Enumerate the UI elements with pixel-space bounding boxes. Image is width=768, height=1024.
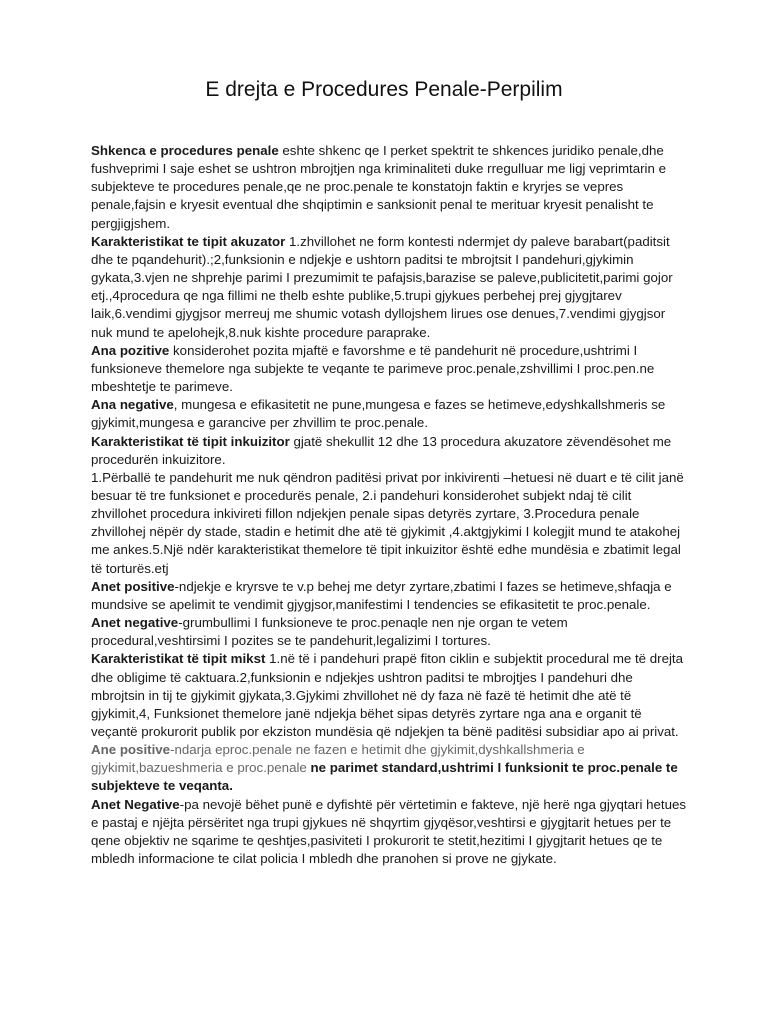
paragraph-lead: Shkenca e procedures penale	[91, 143, 279, 158]
paragraph-soft-text: -ndarja eproc.penale ne fazen e hetimit dhe gjykimit,dyshkallshmeria e gjykimit,bazueshmeria e proc.penale	[91, 742, 585, 776]
paragraph-lead: Anet positive	[91, 578, 175, 594]
paragraph-anet-positive	[91, 578, 687, 614]
paragraph-text: -pa nevojë bëhet punë e dyfishtë për vërtetimin e fakteve, një herë nga gjyqtari hetues e pastaj e njëjta përsëritet nga trupi gjykues në shqyrtim gjyqësor,veshtirsi e gjygjtarit hetues per te qene objektiv ne sqarime te qeshtjes,pasiviteti I prokurorit te stetit,hezitimi I gjygjtarit hetues qe te mbledh informacione te cilat policia I mbledh dhe pranohen si prove ne gjykate.	[91, 796, 687, 867]
paragraph-text: , mungesa e efikasitetit ne pune,mungesa e fazes se hetimeve,edyshkallshmeris se gjykimit,mungesa e garancive per zhvillim te proc.penale.	[91, 397, 666, 431]
paragraph-lead: Ane positive	[91, 742, 171, 758]
paragraph-mikst	[91, 650, 687, 741]
paragraph-ana-pozitive	[91, 342, 687, 396]
paragraph-text: ne parimet standard,ushtrimi I funksionit te proc.penale te subjekteve te veqanta.	[91, 760, 678, 794]
paragraph-inkuizitor-list	[91, 469, 687, 578]
paragraph-text: 1.Përballë te pandehurit me nuk qëndron paditësi privat por inkivirenti –hetuesi në duart e të cilit janë besuar të tre funksionet e procedurës penale, 2.i pandehuri konsiderohet subjekt ndaj të cilit zhvillohet procedura inkivireti fillon ndjekjen penale sipas detyrës zyrtare, 3.Procedura penale zhvillohej nëpër dy stade, stadin e hetimit dhe atë të gjykimit ,4.aktgjykimi I kolegjit mund te atakohej me ankes.5.Një ndër karakteristikat themelore të tipit inkuizitor është edhe mundësia e zbatimit legal të torturës.etj	[91, 469, 684, 576]
paragraph-text: -ndjekje e kryrsve te v.p behej me detyr zyrtare,zbatimi I fazes se hetimeve,shfaqja e mundsive se apelimit te vendimit gjygjsor,manifestimi I tendencies se efikasitetit te proc.penale.	[91, 578, 672, 612]
paragraph-ane-positive	[91, 741, 687, 795]
paragraph-anet-negative	[91, 614, 687, 650]
paragraph-lead: Karakteristikat të tipit mikst	[91, 651, 266, 667]
paragraph-akuzator	[91, 233, 687, 342]
paragraph-lead: Anet negative	[91, 615, 179, 631]
paragraph-text: gjatë shekullit 12 dhe 13 procedura akuzatore zëvendësohet me procedurën inkuizitore.	[91, 433, 672, 467]
paragraph-text: 1.zhvillohet ne form kontesti ndermjet dy paleve barabart(paditsit dhe te pqandehurit).;2,funksionin e ndjekje e ushtorn paditsi te mbrojtsit I pandehuri,gjykimin gykata,3.vjen ne shprehje parimi I prezumimit te pafajsis,barazise se paleve,publicitetit,parimi gojor etj.,4procedura qe nga fillimi ne thelb eshte publike,5.trupi gjykues perbehej prej gjygjtarev laik,6.vendimi gjygjsor merreuj me shumic votash dyllojshem lirues ose denues,7.vendimi gjygjsor nuk mund te apelohejk,8.nuk kishte procedure paraprake.	[91, 233, 673, 340]
paragraph-text: konsiderohet pozita mjaftë e favorshme e të pandehurit në procedure,ushtrimi I funksioneve themelore nga subjekte te veqante te parimeve proc.penale,zshvillimi I proc.pen.ne mbeshtetje te parimeve.	[91, 342, 655, 395]
document-title: E drejta e Procedures Penale-Perpilim	[205, 78, 563, 101]
paragraph-text: eshte shkenc qe I perket spektrit te shkences juridiko penale,dhe fushveprimi I saje eshet se ushtron mbrojtjen nga kriminaliteti duke rregulluar me ligj veprimtarin e subjekteve te procedures penale,qe ne proc.penale te konstatojn faktin e kryrjes se vepres penale,fajsin e kryesit eventual dhe shqiptimin e sanksionit penal te merituar kryesit penalisht te pergjigjshem.	[91, 143, 666, 231]
paragraph-lead: Karakteristikat të tipit inkuizitor	[91, 433, 290, 449]
paragraph-lead: Anet Negative	[91, 796, 180, 812]
document-body	[91, 142, 687, 868]
paragraph-ana-negative	[91, 396, 687, 432]
paragraph-lead: Ana negative	[91, 397, 174, 413]
paragraph-lead: Ana pozitive	[91, 342, 170, 358]
paragraph-text: -grumbullimi I funksioneve te proc.penaqle nen nje organ te vetem procedural,veshtirsimi I pozites se te pandehurit,legalizimi I tortures.	[91, 615, 568, 649]
paragraph-inkuizitor	[91, 433, 687, 469]
paragraph-anet-negative-mikst	[91, 796, 687, 869]
paragraph-shkenca	[91, 142, 687, 233]
paragraph-text: 1.në të i pandehuri prapë fiton ciklin e subjektit procedural me të drejta dhe obligime të caktuara.2,funksionin e ndjekjes ushtron paditsi te mbrojtjes I pandehuri dhe mbrojtsin in tij te gjykimit gjykata,3.Gjykimi zhvillohet në dy faza në fazë të hetimit dhe atë të gjykimit,4, Funksionet themelore janë ndjekja bëhet sipas detyrës zyrtare nga ana e organit të veçantë prokurorit publik por ekziston mundësia që ndjekjen ta bënë paditësi subsidiar apo ai privat.	[91, 651, 684, 739]
paragraph-lead: Karakteristikat te tipit akuzator	[91, 233, 286, 249]
